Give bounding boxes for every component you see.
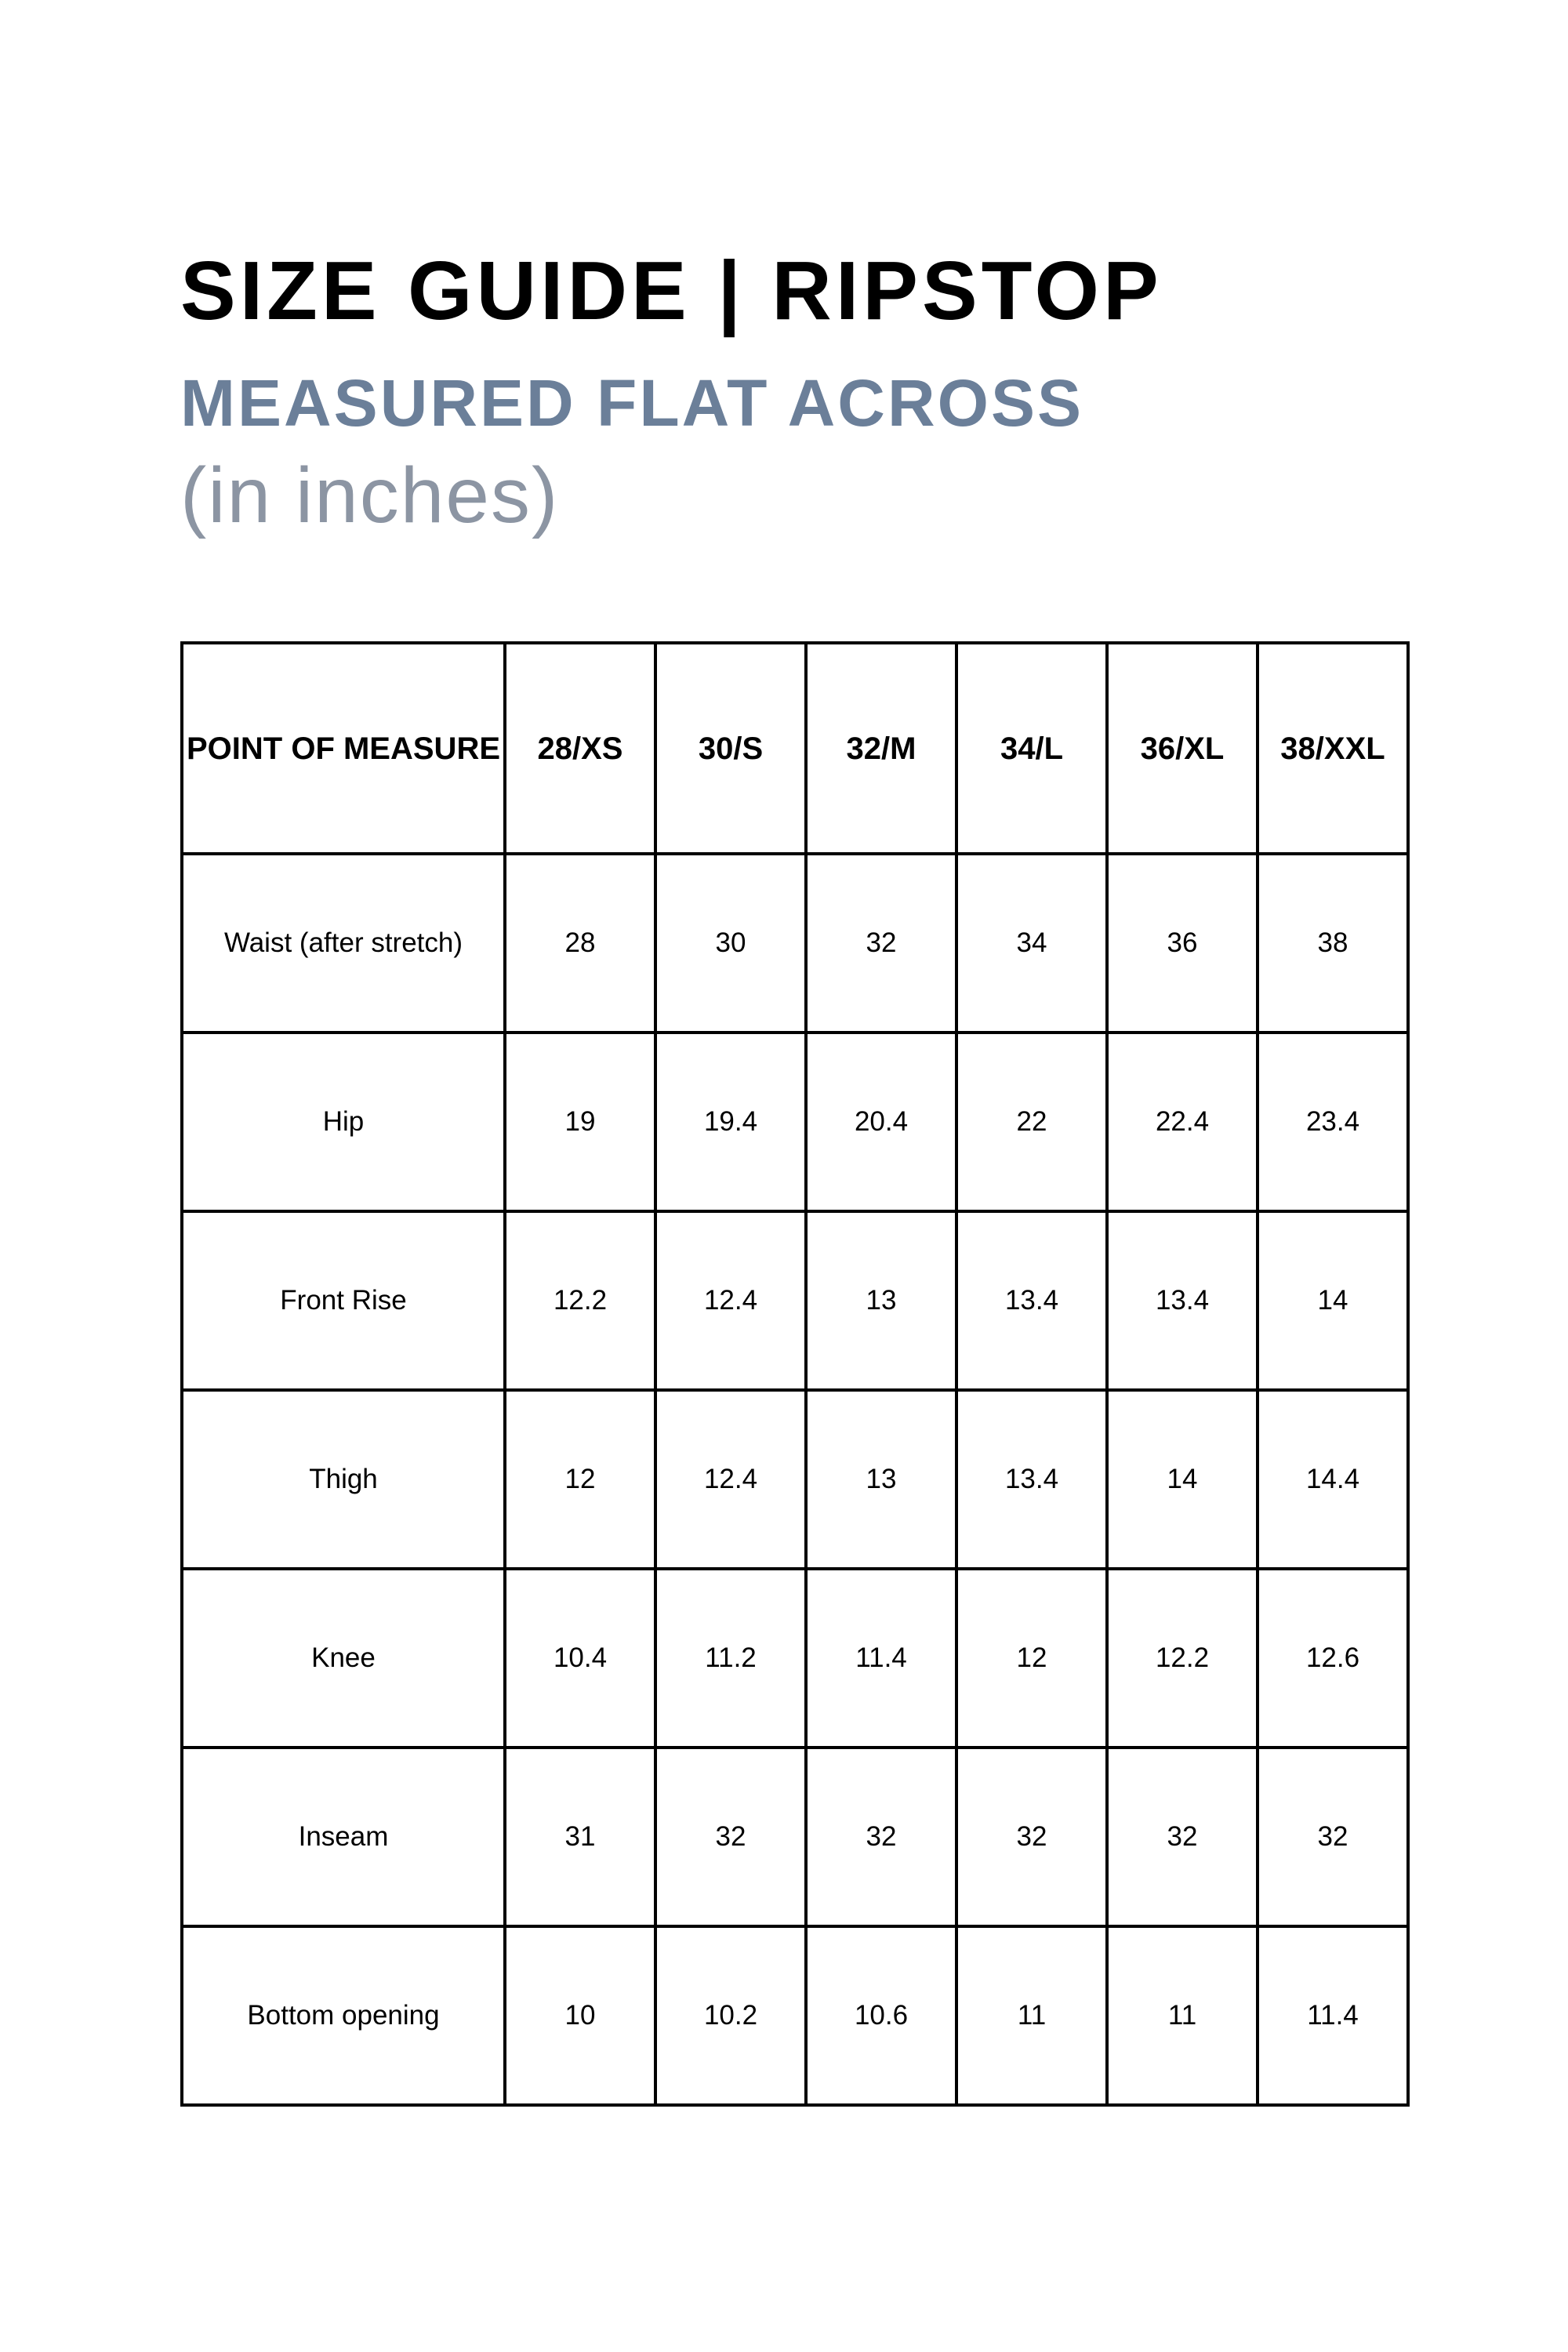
column-header-size: 28/XS: [505, 643, 655, 854]
table-cell: 12.2: [505, 1211, 655, 1390]
table-cell: 11.4: [806, 1569, 956, 1748]
table-cell: 28: [505, 854, 655, 1033]
table-cell: 11: [1107, 1926, 1258, 2105]
table-cell: 12: [505, 1390, 655, 1569]
size-table: [180, 641, 1410, 2107]
table-row: [182, 1033, 1408, 1211]
units-note: (in inches): [180, 452, 560, 539]
row-label: Front Rise: [182, 1211, 505, 1390]
row-label: Inseam: [182, 1748, 505, 1926]
table-cell: 12.4: [655, 1390, 806, 1569]
table-cell: 32: [806, 854, 956, 1033]
table-cell: 10: [505, 1926, 655, 2105]
table-cell: 19: [505, 1033, 655, 1211]
row-label: Waist (after stretch): [182, 854, 505, 1033]
column-header-point-of-measure: POINT OF MEASURE: [182, 643, 505, 854]
table-cell: 10.6: [806, 1926, 956, 2105]
table-header-row: [182, 643, 1408, 854]
table-cell: 14: [1258, 1211, 1408, 1390]
column-header-size: 38/XXL: [1258, 643, 1408, 854]
table-cell: 13: [806, 1390, 956, 1569]
table-cell: 32: [655, 1748, 806, 1926]
table-cell: 11.4: [1258, 1926, 1408, 2105]
column-header-size: 32/M: [806, 643, 956, 854]
page-title: SIZE GUIDE | RIPSTOP: [180, 245, 1163, 337]
table-cell: 12.2: [1107, 1569, 1258, 1748]
table-cell: 32: [806, 1748, 956, 1926]
row-label: Thigh: [182, 1390, 505, 1569]
table-cell: 12.6: [1258, 1569, 1408, 1748]
table-cell: 14: [1107, 1390, 1258, 1569]
table-cell: 11.2: [655, 1569, 806, 1748]
table-cell: 32: [1107, 1748, 1258, 1926]
table-cell: 10.4: [505, 1569, 655, 1748]
row-label: Hip: [182, 1033, 505, 1211]
table-cell: 22.4: [1107, 1033, 1258, 1211]
table-cell: 32: [956, 1748, 1107, 1926]
column-header-size: 36/XL: [1107, 643, 1258, 854]
table-cell: 32: [1258, 1748, 1408, 1926]
column-header-size: 30/S: [655, 643, 806, 854]
table-row: [182, 1926, 1408, 2105]
table-cell: 19.4: [655, 1033, 806, 1211]
row-label: Knee: [182, 1569, 505, 1748]
table-row: [182, 854, 1408, 1033]
table-cell: 11: [956, 1926, 1107, 2105]
table-row: [182, 1569, 1408, 1748]
column-header-size: 34/L: [956, 643, 1107, 854]
page-subtitle: MEASURED FLAT ACROSS: [180, 366, 1083, 440]
table-cell: 13.4: [1107, 1211, 1258, 1390]
table-cell: 12: [956, 1569, 1107, 1748]
table-cell: 13.4: [956, 1390, 1107, 1569]
row-label: Bottom opening: [182, 1926, 505, 2105]
table-cell: 31: [505, 1748, 655, 1926]
table-cell: 36: [1107, 854, 1258, 1033]
table-cell: 14.4: [1258, 1390, 1408, 1569]
table-cell: 38: [1258, 854, 1408, 1033]
table-cell: 22: [956, 1033, 1107, 1211]
table-cell: 20.4: [806, 1033, 956, 1211]
table-cell: 23.4: [1258, 1033, 1408, 1211]
table-cell: 34: [956, 854, 1107, 1033]
table-row: [182, 1390, 1408, 1569]
table-cell: 12.4: [655, 1211, 806, 1390]
table-row: [182, 1211, 1408, 1390]
table-cell: 13: [806, 1211, 956, 1390]
table-row: [182, 1748, 1408, 1926]
table-cell: 30: [655, 854, 806, 1033]
table-cell: 13.4: [956, 1211, 1107, 1390]
table-cell: 10.2: [655, 1926, 806, 2105]
